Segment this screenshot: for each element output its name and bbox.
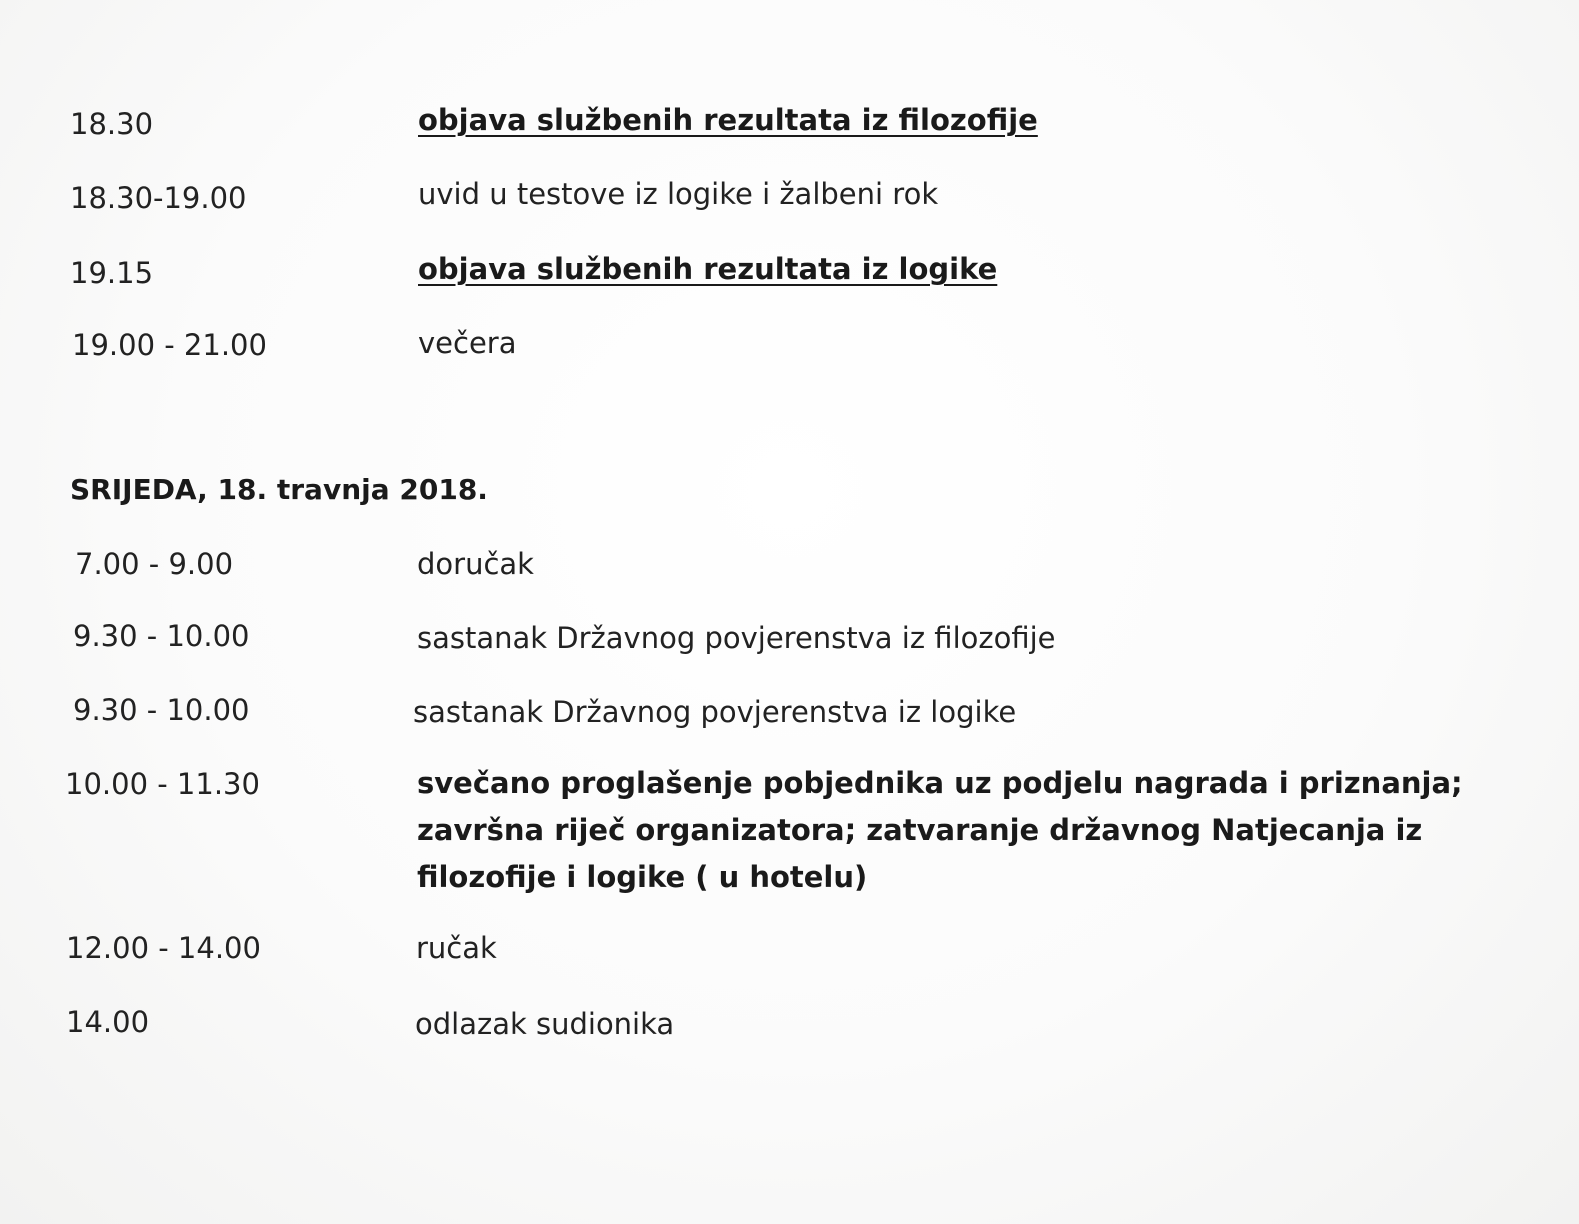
schedule-description: uvid u testove iz logike i žalbeni rok [418,177,939,211]
schedule-row [0,176,1579,226]
schedule-time: 9.30 - 10.00 [73,693,250,727]
schedule-row [0,251,1579,301]
day-heading: SRIJEDA, 18. travnja 2018. [70,473,488,506]
schedule-time: 19.00 - 21.00 [72,328,267,362]
schedule-row [0,102,1579,152]
schedule-row [0,325,1579,375]
schedule-row [0,930,1579,980]
schedule-time: 19.15 [70,256,154,290]
schedule-description: objava službenih rezultata iz logike [418,252,998,286]
schedule-description: sastanak Državnog povjerenstva iz filozofije [417,621,1056,655]
schedule-description: svečano proglašenje pobjednika uz podjelu nagrada i priznanja; završna riječ organizatora; zatvaranje državnog Natjecanja iz filozofije i logike ( u hotelu) [417,766,1463,894]
schedule-description: objava službenih rezultata iz filozofije [418,103,1038,137]
schedule-description: ručak [416,931,497,965]
schedule-row [0,692,1579,742]
schedule-row [0,764,1579,914]
schedule-time: 12.00 - 14.00 [66,931,261,965]
schedule-description: odlazak sudionika [415,1007,675,1041]
schedule-time: 18.30-19.00 [70,181,247,215]
schedule-description: večera [418,326,517,360]
schedule-row [0,1004,1579,1054]
schedule-description: sastanak Državnog povjerenstva iz logike [413,695,1017,729]
schedule-time: 10.00 - 11.30 [65,767,260,801]
schedule-time: 14.00 [66,1005,150,1039]
schedule-time: 7.00 - 9.00 [75,547,234,581]
schedule-row [0,618,1579,668]
schedule-row [0,544,1579,594]
schedule-time: 18.30 [70,107,154,141]
schedule-time: 9.30 - 10.00 [73,619,250,653]
schedule-description: doručak [417,547,534,581]
